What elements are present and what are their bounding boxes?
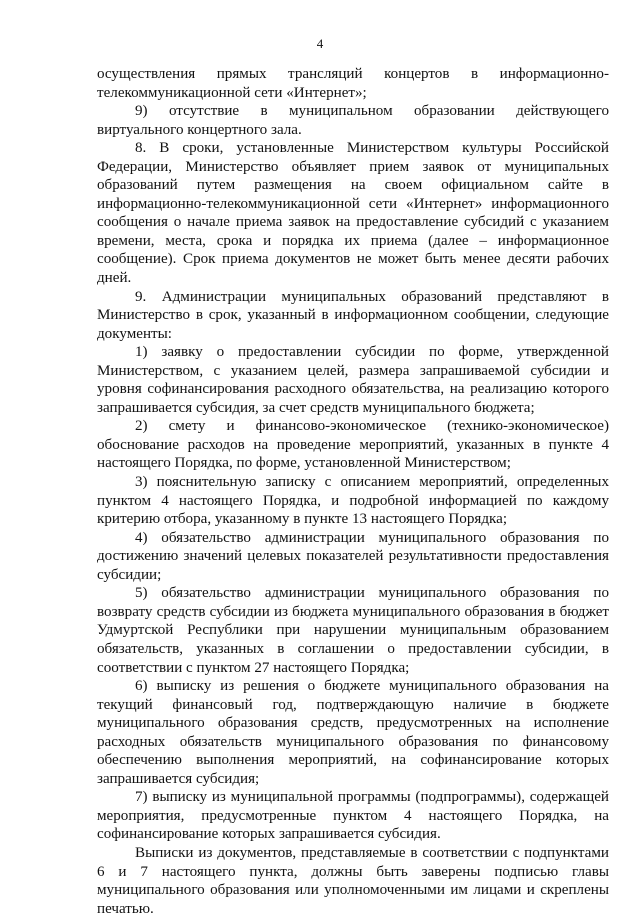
paragraph-certification-requirements: Выписки из документов, представляемые в соответствии с подпунктами 6 и 7 настоящего пункта, должны быть заверены подписью главы муниципального образования или уполномоченными им лицами и скреплены печатью. <box>97 844 609 917</box>
paragraph-item-5-obligation-return: 5) обязательство администрации муниципального образования по возврату средств субсидии из бюджета муниципального образования в бюджет Удмуртской Республики при нарушении муниципальным образованием обязательств, указанных в соглашении о предоставлении субсидии, в соответствии с пунктом 27 настоящего Порядка; <box>97 585 609 676</box>
paragraph-item-2-estimate: 2) смету и финансово-экономическое (технико-экономическое) обоснование расходов на проведение мероприятий, указанных в пункте 4 настоящего Порядка, по форме, установленной Министерством; <box>97 418 609 472</box>
paragraph-item-3-explanatory-note: 3) пояснительную записку с описанием мероприятий, определенных пунктом 4 настоящего Порядка, и подробной информацией по каждому критерию отбора, указанному в пункте 13 настоящего Порядка; <box>97 474 609 528</box>
paragraph-item-7-program-extract: 7) выписку из муниципальной программы (подпрограммы), содержащей мероприятия, предусмотренные пунктом 4 настоящего Порядка, на софинансирование которых запрашивается субсидия. <box>97 789 609 843</box>
paragraph-item-4-obligation-targets: 4) обязательство администрации муниципального образования по достижению значений целевых показателей результативности предоставления субсидии; <box>97 529 609 583</box>
page-number: 4 <box>316 36 324 51</box>
paragraph-item-6-budget-extract: 6) выписку из решения о бюджете муниципального образования на текущий финансовый год, подтверждающую наличие в бюджете муниципального образования средств, предусмотренных на исполнение расходных обязательств муниципального образования по финансовому обеспечению выполнения мероприятий, на софинансирование которых запрашивается субсидия; <box>97 678 609 787</box>
paragraph-item-1-application: 1) заявку о предоставлении субсидии по форме, утвержденной Министерством, с указанием целей, размера запрашиваемой субсидии и уровня софинансирования расходного обязательства, на реализацию которого запрашивается субсидия, за счет средств муниципального бюджета; <box>97 344 609 416</box>
paragraph-clause-9-documents: 9. Администрации муниципальных образований представляют в Министерство в срок, указанный в информационном сообщении, следующие документы: <box>97 288 609 342</box>
paragraph-clause-8-announcement: 8. В сроки, установленные Министерством культуры Российской Федерации, Министерство объявляет прием заявок от муниципальных образований путем размещения на своем официальном сайте в информационно-телекоммуникационной сети «Интернет» информационного сообщения о начале приема заявок на предоставление субсидий с указанием времени, места, срока и порядка их приема (далее – информационное сообщение). Срок приема документов не может быть менее десяти рабочих дней. <box>97 140 609 287</box>
paragraph-continuation-broadcasts: осуществления прямых трансляций концертов в информационно-телекоммуникационной сети «Интернет»; <box>97 66 609 101</box>
document-body <box>97 65 609 918</box>
paragraph-item-9-virtual-hall: 9) отсутствие в муниципальном образовании действующего виртуального концертного зала. <box>97 103 609 138</box>
